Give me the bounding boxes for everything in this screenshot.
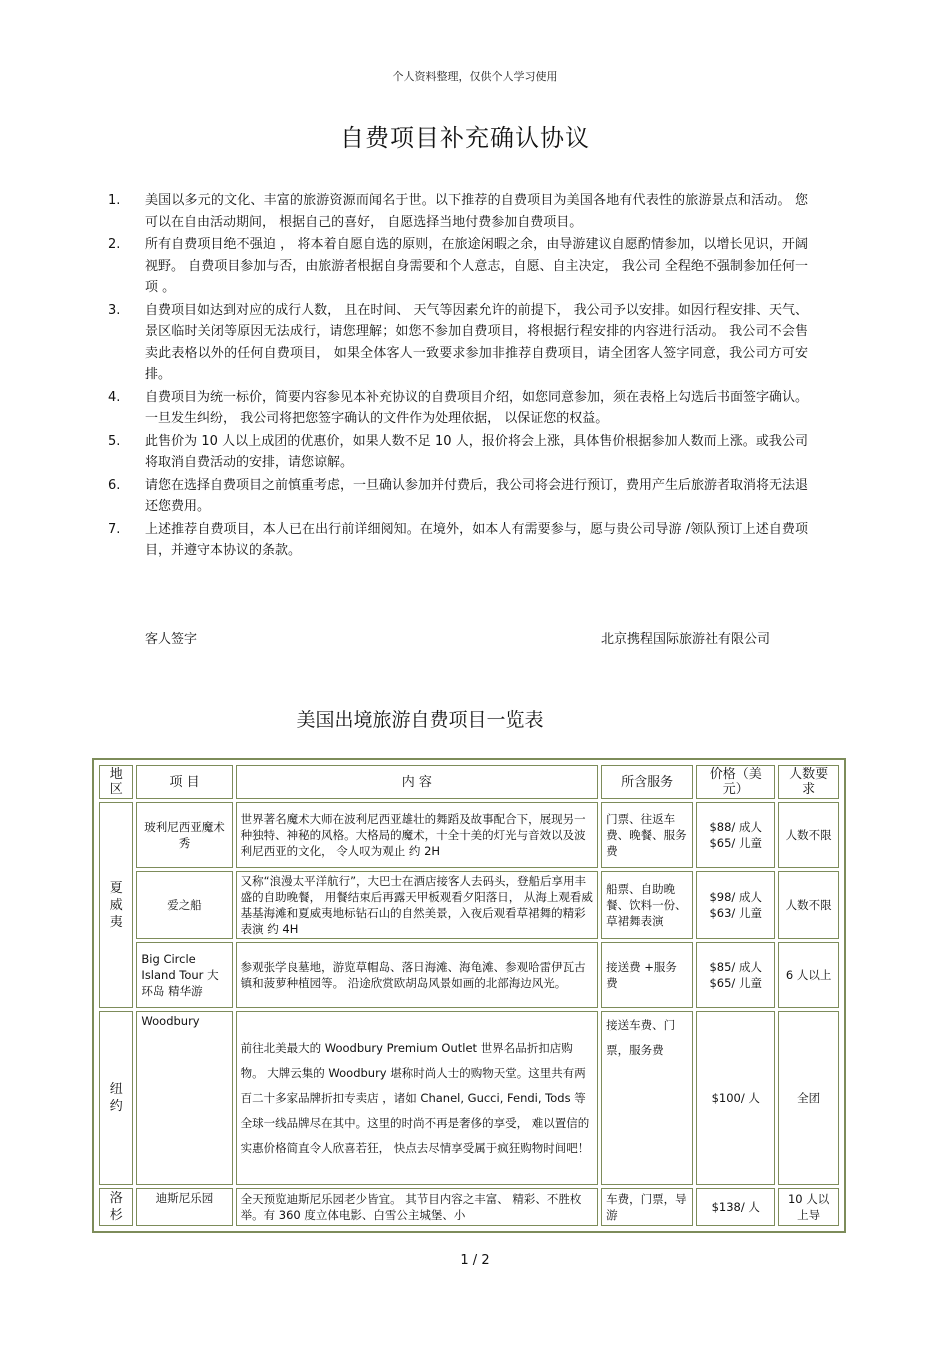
price-cell (696, 802, 775, 868)
clause-text: 美国以多元的文化、丰富的旅游资源而闻名于世。以下推荐的自费项目为美国各地有代表性的旅游景点和活动。 您可以在自由活动期间， 根据自己的喜好， 自愿选择当地付费参加自费项目。 (145, 193, 808, 230)
content-cell: 又称“浪漫太平洋航行”，大巴士在酒店接客人去码头，登船后享用丰盛的自助晚餐， 用餐结束后再露天甲板观看夕阳落日， 从海上观看威基基海滩和夏威夷地标钻石山的自然美景，入夜后观看草裙舞的精彩表演 约 4H (236, 871, 598, 939)
clause-item (108, 234, 808, 299)
price-adult: $85/ 成人 (709, 960, 762, 974)
clause-item (108, 387, 808, 430)
customer-signature-label: 客人签字 (145, 632, 198, 647)
item-cell: 迪斯尼乐园 (136, 1188, 232, 1226)
service-cell: 门票、往返车费、晚餐、服务费 (601, 802, 693, 868)
header-people: 人数要求 (778, 765, 839, 799)
clause-item (108, 475, 808, 518)
clause-number: 5. (108, 433, 121, 449)
clause-number: 4. (108, 389, 121, 405)
header-item: 项 目 (136, 765, 232, 799)
table-row (99, 1011, 839, 1185)
optional-tours-table (92, 758, 846, 1233)
table-title: 美国出境旅游自费项目一览表 (296, 709, 544, 731)
region-cell-newyork: 纽约 (99, 1011, 133, 1185)
price-child: $65/ 儿童 (709, 836, 762, 850)
content-cell: 前往北美最大的 Woodbury Premium Outlet 世界名品折扣店购物。 大牌云集的 Woodbury 堪称时尚人士的购物天堂。这里共有两百二十多家品牌折扣专卖店 ，诸如 Chanel, Gucci, Fendi, Tods 等全球一线品牌尽在其中。这里的时尚不再是奢侈的享受， 难以置信的实惠价格简直令人欣喜若狂， 快点去尽情享受属于疯狂购物时间吧！ (236, 1011, 598, 1185)
price-adult: $98/ 成人 (709, 890, 762, 904)
clause-number: 3. (108, 302, 121, 318)
clause-list (108, 190, 808, 563)
document-title: 自费项目补充确认协议 (340, 124, 590, 152)
clause-text: 请您在选择自费项目之前慎重考虑，一旦确认参加并付费后，我公司将会进行预订，费用产生后旅游者取消将无法退还您费用。 (145, 477, 809, 514)
price-child: $65/ 儿童 (709, 976, 762, 990)
company-name: 北京携程国际旅游社有限公司 (600, 632, 770, 647)
price-cell: $138/ 人 (696, 1188, 775, 1226)
people-cell: 人数不限 (778, 802, 839, 868)
service-cell: 船票、自助晚餐、饮料一份、草裙舞表演 (601, 871, 693, 939)
header-note: 个人资料整理，仅供个人学习使用 (392, 70, 558, 83)
price-cell (696, 871, 775, 939)
content-cell: 参观张学良墓地，游览草帽岛、落日海滩、海龟滩、参观哈雷伊瓦古镇和菠萝种植园等。 沿途欣赏欧胡岛风景如画的北部海边风光。 (236, 942, 598, 1008)
header-service: 所含服务 (601, 765, 693, 799)
price-cell (696, 942, 775, 1008)
price-adult: $88/ 成人 (709, 820, 762, 834)
service-cell: 接送费 +服务费 (601, 942, 693, 1008)
service-cell: 车费，门票，导游 (601, 1188, 693, 1226)
clause-item (108, 519, 808, 562)
item-cell: Woodbury (136, 1011, 232, 1185)
table-row (99, 942, 839, 1008)
clause-number: 1. (108, 193, 121, 208)
people-cell: 6 人以上 (778, 942, 839, 1008)
clause-text: 此售价为 10 人以上成团的优惠价，如果人数不足 10 人，报价将会上涨，具体售价根据参加人数而上涨。或我公司将取消自费活动的安排，请您谅解。 (145, 433, 808, 470)
service-cell: 接送车费、门票，服务费 (601, 1011, 693, 1185)
header-region: 地区 (99, 765, 133, 799)
clause-item (108, 190, 808, 233)
page-number: 1 / 2 (460, 1253, 490, 1268)
clause-text: 上述推荐自费项目，本人已在出行前详细阅知。在境外，如本人有需要参与，愿与贵公司导游 /领队预订上述自费项目，并遵守本协议的条款。 (145, 521, 808, 558)
clause-text: 自费项目如达到对应的成行人数， 且在时间、 天气等因素允许的前提下， 我公司予以安排。如因行程安排、天气、景区临时关闭等原因无法成行，请您理解；如您不参加自费项目，将根据行程安排的内容进行活动。 我公司不会售卖此表格以外的任何自费项目， 如果全体客人一致要求参加非推荐自费项目，请全团客人签字同意，我公司方可安排。 (145, 302, 808, 382)
clause-number: 7. (108, 521, 121, 537)
item-cell: 爱之船 (136, 871, 232, 939)
item-cell: 玻利尼西亚魔术秀 (136, 802, 232, 868)
content-cell: 全天预览迪斯尼乐园老少皆宜。 其节目内容之丰富、 精彩、不胜枚举。有 360 度立体电影、白雪公主城堡、小 (236, 1188, 598, 1226)
region-cell-hawaii: 夏威夷 (99, 802, 133, 1008)
item-cell: Big Circle Island Tour 大环岛 精华游 (136, 942, 232, 1008)
clause-item (108, 431, 808, 474)
table-row (99, 871, 839, 939)
region-cell-la: 洛杉 (99, 1188, 133, 1226)
people-cell: 10 人以上导 (778, 1188, 839, 1226)
clause-number: 2. (108, 237, 121, 252)
table-row (99, 1188, 839, 1226)
header-price: 价格（美元） (696, 765, 775, 799)
price-child: $63/ 儿童 (709, 906, 762, 920)
price-cell: $100/ 人 (696, 1011, 775, 1185)
clause-text: 自费项目为统一标价，简要内容参见本补充协议的自费项目介绍，如您同意参加，须在表格上勾选后书面签字确认。 一旦发生纠纷， 我公司将把您签字确认的文件作为处理依据， 以保证您的权益。 (145, 389, 809, 426)
people-cell: 全团 (778, 1011, 839, 1185)
clause-item (108, 300, 808, 386)
content-cell: 世界著名魔术大师在波利尼西亚雄壮的舞蹈及故事配合下，展现另一种独特、神秘的风格。大格局的魔术，十全十美的灯光与音效以及波利尼西亚的文化， 令人叹为观止 约 2H (236, 802, 598, 868)
header-content: 内 容 (236, 765, 598, 799)
table-row (99, 802, 839, 868)
table-header-row (99, 765, 839, 799)
clause-number: 6. (108, 477, 121, 493)
people-cell: 人数不限 (778, 871, 839, 939)
clause-text: 所有自费项目绝不强迫 ， 将本着自愿自选的原则，在旅途闲暇之余，由导游建议自愿酌情参加，以增长见识，开阔视野。 自费项目参加与否，由旅游者根据自身需要和个人意志，自愿、自主决定， 我公司 全程绝不强制参加任何一项 。 (145, 237, 808, 295)
